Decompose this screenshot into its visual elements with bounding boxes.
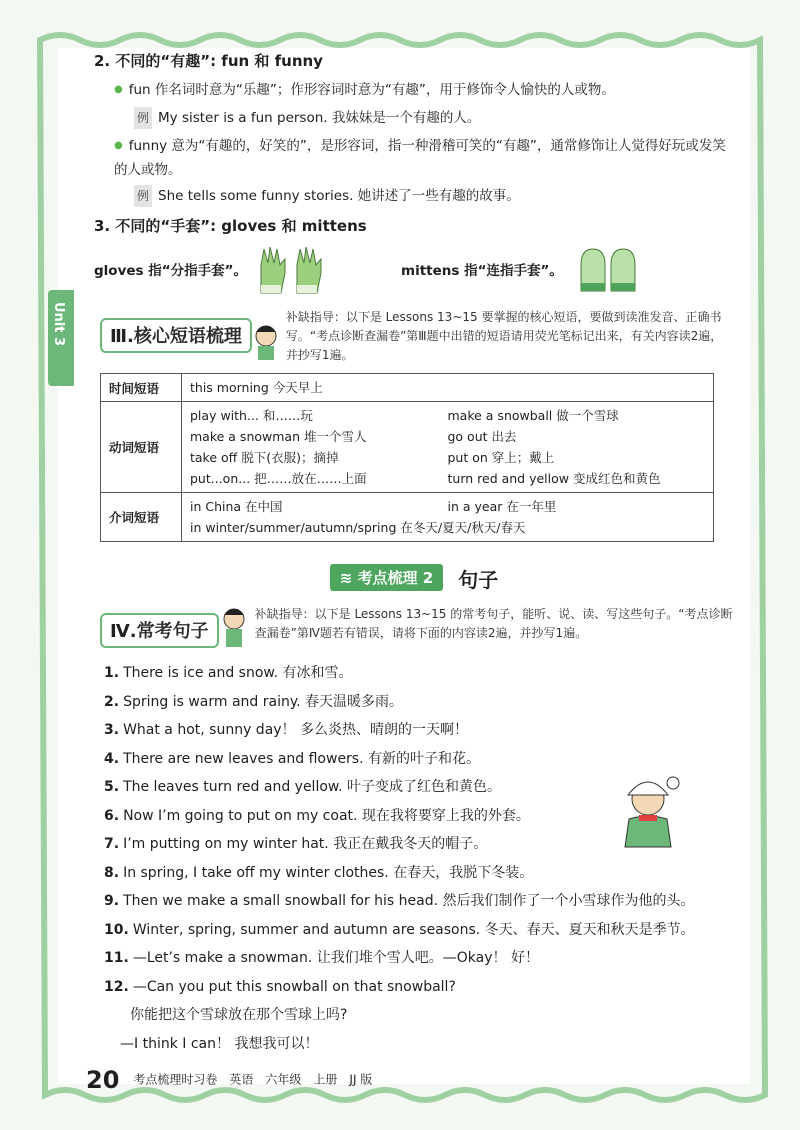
page-number: 20: [86, 1066, 120, 1094]
sec2-example-2: 例 She tells some funny stories. 她讲述了一些有趣的故事。: [134, 185, 734, 207]
table-row: 时间短语 this morning 今天早上: [101, 374, 714, 402]
sentence-12-answer: —I think I can！ 我想我可以！: [120, 1035, 319, 1052]
sec2-title: 2. 不同的“有趣”: fun 和 funny: [94, 52, 323, 70]
list-item: 11. —Let’s make a snowman. 让我们堆个雪人吧。—Okay！ 好！: [104, 950, 539, 966]
list-item: 1. There is ice and snow. 有冰和雪。: [104, 665, 353, 681]
cartoon-girl-winter-hat-image: [609, 769, 687, 849]
sec-iv-note: 补缺指导：以下是 Lessons 13~15 的常考句子，能听、说、读、写这些句子。“考点诊断查漏卷”第Ⅳ题若有错误，请将下面的内容读2遍，并抄写1遍。: [254, 607, 733, 640]
sentence-list: [104, 659, 734, 1058]
bullet-icon: ●: [114, 140, 123, 151]
list-item: 6. Now I’m going to put on my coat. 现在我将要穿上我的外套。: [104, 807, 530, 824]
sec3-title: 3. 不同的“手套”: gloves 和 mittens: [94, 217, 367, 235]
mittens-image: [575, 243, 645, 299]
cartoon-boy-icon: [219, 605, 249, 649]
list-item: 10. Winter, spring, summer and autumn are seasons. 冬天、春天、夏天和秋天是季节。: [104, 921, 695, 938]
footer: [86, 1066, 372, 1094]
sec2-bullet-2: ● funny 意为“有趣的，好笑的”，是形容词，指一种滑稽可笑的“有趣”，通常修饰让人觉得好玩或发笑的人或物。: [114, 138, 726, 178]
sec-iii-header: [94, 308, 734, 365]
list-item: 9. Then we make a small snowball for his head. 然后我们制作了一个小雪球作为他的头。: [104, 893, 695, 909]
table-row: 介词短语 in China 在中国 in a year 在一年里 in winter/summer/autumn/spring 在冬天/夏天/秋天/春天: [101, 493, 714, 542]
list-item: 8. In spring, I take off my winter clothes. 在春天，我脱下冬装。: [104, 864, 534, 881]
bullet-icon: ●: [114, 84, 123, 95]
banner-title: 句子: [458, 568, 499, 592]
cartoon-boy-icon: [252, 322, 280, 362]
banner-label: ≋ 考点梳理 2: [330, 564, 443, 591]
footer-text: 考点梳理时习卷 英语 六年级 上册 JJ 版: [133, 1072, 373, 1087]
row-key: 介词短语: [101, 493, 182, 542]
gloves-text: gloves 指“分指手套”。: [94, 263, 248, 279]
section-banner: [94, 564, 734, 593]
list-item: 3. What a hot, sunny day！ 多么炎热、晴朗的一天啊！: [104, 722, 469, 738]
unit-tab: Unit 3: [48, 290, 74, 386]
row-key: 时间短语: [101, 374, 182, 402]
main-content: [94, 50, 734, 1058]
list-item: 12. —Can you put this snowball on that snowball?: [104, 978, 456, 995]
sec-iv-header: [94, 605, 734, 649]
list-item: 7. I’m putting on my winter hat. 我正在戴我冬天的帽子。: [104, 836, 488, 852]
list-item: 4. There are new leaves and flowers. 有新的叶子和花。: [104, 750, 481, 767]
gloves-row: [94, 240, 734, 302]
sec-iv-title: Ⅳ.常考句子: [100, 613, 219, 648]
list-item: 5. The leaves turn red and yellow. 叶子变成了红色和黄色。: [104, 779, 501, 795]
phrase-table: [100, 373, 714, 542]
gloves-image: [255, 243, 329, 299]
sentence-12-translation: 你能把这个雪球放在那个雪球上吗?: [130, 1007, 348, 1023]
sec-iii-note: 补缺指导：以下是 Lessons 13~15 要掌握的核心短语，要做到读准发音、正确书写。“考点诊断查漏卷”第Ⅲ题中出错的短语请用荧光笔标记出来，有关内容读2遍，并抄写1遍。: [285, 310, 723, 362]
table-row: 动词短语 play with... 和……玩 make a snowball 做一个雪球 make a snowman 堆一个雪人 go out 出去 take off 脱下(衣服)；摘掉 put on 穿上；戴上 put...on... 把……放在……上面 turn red and yellow 变成红色和黄色: [101, 402, 714, 493]
sec-iii-title: Ⅲ.核心短语梳理: [100, 318, 252, 353]
mittens-text: mittens 指“连指手套”。: [401, 263, 563, 279]
sec2-example-1: 例 My sister is a fun person. 我妹妹是一个有趣的人。: [134, 107, 734, 129]
sec2-bullet-1: ● fun 作名词时意为“乐趣”；作形容词时意为“有趣”，用于修饰令人愉快的人或物。: [114, 82, 615, 98]
row-key: 动词短语: [101, 402, 182, 493]
list-item: 2. Spring is warm and rainy. 春天温暖多雨。: [104, 693, 404, 710]
